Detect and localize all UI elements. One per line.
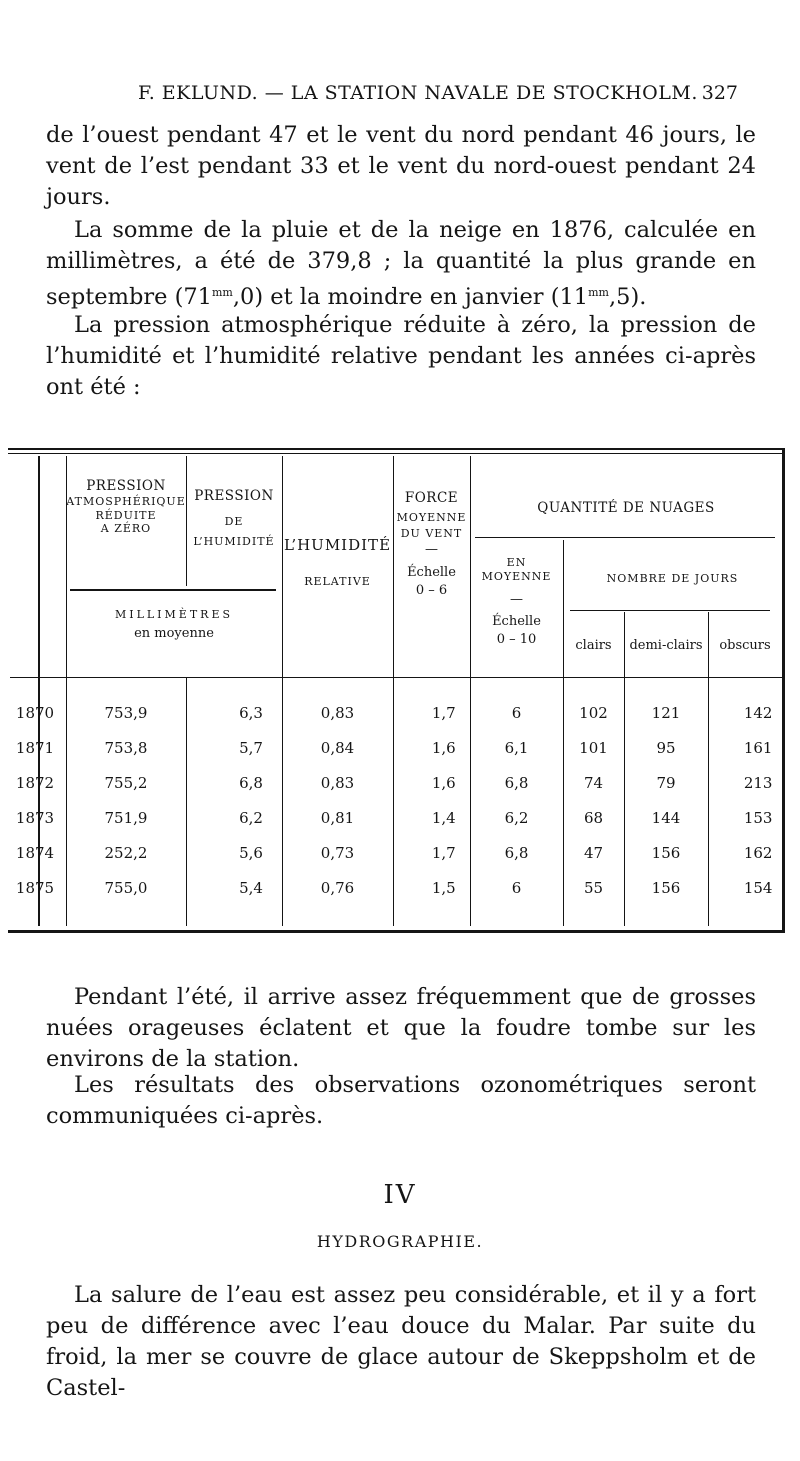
paragraph-salinity [46,1280,756,1404]
running-header [0,82,800,112]
header-pression-atm-line1: PRESSION [86,478,166,494]
cell-force-value: 1,7 [431,844,456,862]
cell-nuages: 6,8 [504,844,529,862]
cell-pression: 755,2 [104,774,148,792]
cell-obscurs [708,879,782,897]
cell-clairs: 68 [583,809,604,827]
running-title: F. EKLUND. — LA STATION NAVALE DE STOCKHOLM. [138,82,698,104]
header-pression-hum-line2: DE [224,514,244,528]
section-title: HYDROGRAPHIE. [316,1232,484,1251]
header-demi-clairs: demi-clairs [629,638,703,653]
cell-obscurs [708,809,782,827]
cell-nuages: 6,1 [504,739,529,757]
header-force [393,490,470,599]
cell-humid-pression-value: 5,7 [239,739,263,757]
paragraph-ozone-text: Les résultats des observations ozonométriques seront communiquées ci-après. [46,1072,756,1129]
cell-pression: 753,9 [104,704,148,722]
cell-force-value: 1,7 [431,704,456,722]
cell-pression: 753,8 [104,739,148,757]
precip-text-a: La somme de la pluie et de la neige en 1876, calculée en millimètres, a été de 379,8 ; la quantité la plus grande en septembre (71 [46,217,756,310]
cell-clairs: 102 [579,704,608,722]
header-clairs: clairs [575,638,612,653]
cell-clairs: 47 [583,844,604,862]
rule-header-bottom [10,677,782,678]
paragraph-pressure-text: La pression atmosphérique réduite à zéro, la pression de l’humidité et l’humidité relative pendant les années ci-après ont été : [46,312,756,400]
cell-force [393,844,470,862]
cell-nuages: 6 [511,879,522,897]
cell-nuages: 6 [511,704,522,722]
cell-obscurs [708,774,782,792]
rule-millimetres [70,589,276,591]
header-nombre-jours: NOMBRE DE JOURS [606,572,739,585]
cell-force [393,809,470,827]
cell-year: 1870 [15,704,55,722]
cell-demi: 156 [651,844,681,862]
cell-nuages: 6,8 [504,774,529,792]
table-top-border [8,448,785,450]
header-nuages-echelle: Échelle [492,613,541,629]
paragraph-winds [46,120,756,213]
header-force-line2: MOYENNE [396,510,467,524]
cell-demi: 121 [651,704,681,722]
paragraph-pressure [46,310,756,403]
paragraph-storms-text: Pendant l’été, il arrive assez fréquemment que de grosses nuées orageuses éclatent et que la foudre tombe sur les environs de la station. [46,984,756,1072]
header-force-dash: — [425,542,438,558]
cell-force [393,704,470,722]
table-row [0,809,785,837]
cell-demi: 156 [651,879,681,897]
header-nuages-moyenne-line1: EN MOYENNE [481,556,552,583]
header-humidite-line2: RELATIVE [304,574,371,588]
table-row [0,844,785,872]
table-row [0,774,785,802]
header-obscurs: obscurs [719,638,771,653]
header-force-line1: FORCE [404,490,459,506]
cell-year: 1873 [15,809,55,827]
cell-humid-pression [186,704,282,722]
table-row [0,739,785,767]
header-force-line3: DU VENT [400,526,463,540]
header-pression-hum-line1: PRESSION [194,488,274,504]
header-pression-atm-line3: RÉDUITE [95,508,157,522]
cell-pression: 252,2 [104,844,148,862]
header-nuages-moyenne [470,556,563,648]
cell-obscurs [708,844,782,862]
cell-humidite: 0,83 [320,704,355,722]
cell-humid-pression-value: 6,3 [239,704,263,722]
header-pression-hum-line3: L’HUMIDITÉ [193,534,275,548]
header-millimetres-line1: MILLIMÈTRES [114,608,234,621]
cell-humid-pression-value: 6,8 [239,774,263,792]
header-force-range: 0 – 6 [415,582,448,598]
cell-force [393,774,470,792]
cell-force-value: 1,5 [431,879,456,897]
paragraph-winds-text: de l’ouest pendant 47 et le vent du nord pendant 46 jours, le vent de l’est pendant 33 et le vent du nord-ouest pendant 24 jours. [46,122,756,210]
cell-humid-pression-value: 5,6 [239,844,263,862]
cell-humid-pression-value: 5,4 [239,879,263,897]
paragraph-precipitation [46,215,756,313]
paragraph-salinity-text: La salure de l’eau est assez peu considérable, et il y a fort peu de différence avec l’eau douce du Malar. Par suite du froid, la mer se couvre de glace autour de Skeppsholm et de Castel- [46,1282,756,1401]
cell-clairs: 74 [583,774,604,792]
table-row [0,879,785,907]
rule-nombre-jours [570,610,770,611]
table-top-border-inner [8,453,785,454]
cell-year: 1872 [15,774,55,792]
cell-obscurs-value: 161 [743,739,773,757]
header-pression-atm-line4: A ZÉRO [100,522,152,536]
page-number: 327 [701,82,738,104]
header-nuages-dash: — [510,591,523,607]
rule-nuages [475,537,775,538]
table-row [0,704,785,732]
cell-humid-pression-value: 6,2 [239,809,263,827]
cell-force [393,739,470,757]
precip-text-b: ,0) et la moindre en janvier (11 [232,284,589,310]
header-pression-atm [66,478,186,536]
cell-humid-pression [186,739,282,757]
cell-obscurs [708,739,782,757]
cell-humid-pression [186,774,282,792]
cell-force-value: 1,6 [431,739,456,757]
paragraph-storms [46,982,756,1075]
paragraph-ozone [46,1070,756,1132]
section-number: IV [383,1180,417,1210]
cell-year: 1874 [15,844,55,862]
cell-demi: 95 [656,739,676,757]
cell-humidite: 0,83 [320,774,355,792]
cell-nuages: 6,2 [504,809,529,827]
cell-obscurs-value: 154 [743,879,773,897]
cell-humidite: 0,73 [320,844,355,862]
precip-sup-1: mm [212,286,233,299]
cell-obscurs-value: 162 [743,844,773,862]
cell-humidite: 0,81 [320,809,355,827]
cell-humidite: 0,84 [320,739,355,757]
header-millimetres [66,608,282,642]
table-bottom-border [8,930,785,933]
cell-demi: 79 [656,774,676,792]
cell-year: 1875 [15,879,55,897]
cell-humid-pression [186,844,282,862]
header-nuages-range: 0 – 10 [496,632,537,647]
cell-pression: 755,0 [104,879,148,897]
cell-obscurs [708,704,782,722]
cell-clairs: 55 [583,879,604,897]
cell-humid-pression [186,879,282,897]
header-humidite [282,536,393,589]
cell-force [393,879,470,897]
cell-obscurs-value: 142 [743,704,773,722]
precip-sup-2: mm [588,286,609,299]
cell-year: 1871 [15,739,55,757]
header-pression-hum [186,488,282,548]
header-humidite-line1: L’HUMIDITÉ [283,536,392,554]
cell-humidite: 0,76 [320,879,355,897]
meteorological-table [0,448,785,933]
cell-obscurs-value: 213 [743,774,773,792]
cell-pression: 751,9 [104,809,148,827]
cell-demi: 144 [651,809,681,827]
cell-obscurs-value: 153 [743,809,773,827]
cell-force-value: 1,4 [431,809,456,827]
cell-clairs: 101 [579,739,608,757]
header-force-echelle: Échelle [407,564,456,580]
header-pression-atm-line2: ATMOSPHÉRIQUE [66,494,186,508]
precip-text-c: ,5). [609,284,647,310]
header-nuages: QUANTITÉ DE NUAGES [537,500,715,516]
cell-humid-pression [186,809,282,827]
header-en-moyenne: en moyenne [134,625,214,641]
cell-force-value: 1,6 [431,774,456,792]
